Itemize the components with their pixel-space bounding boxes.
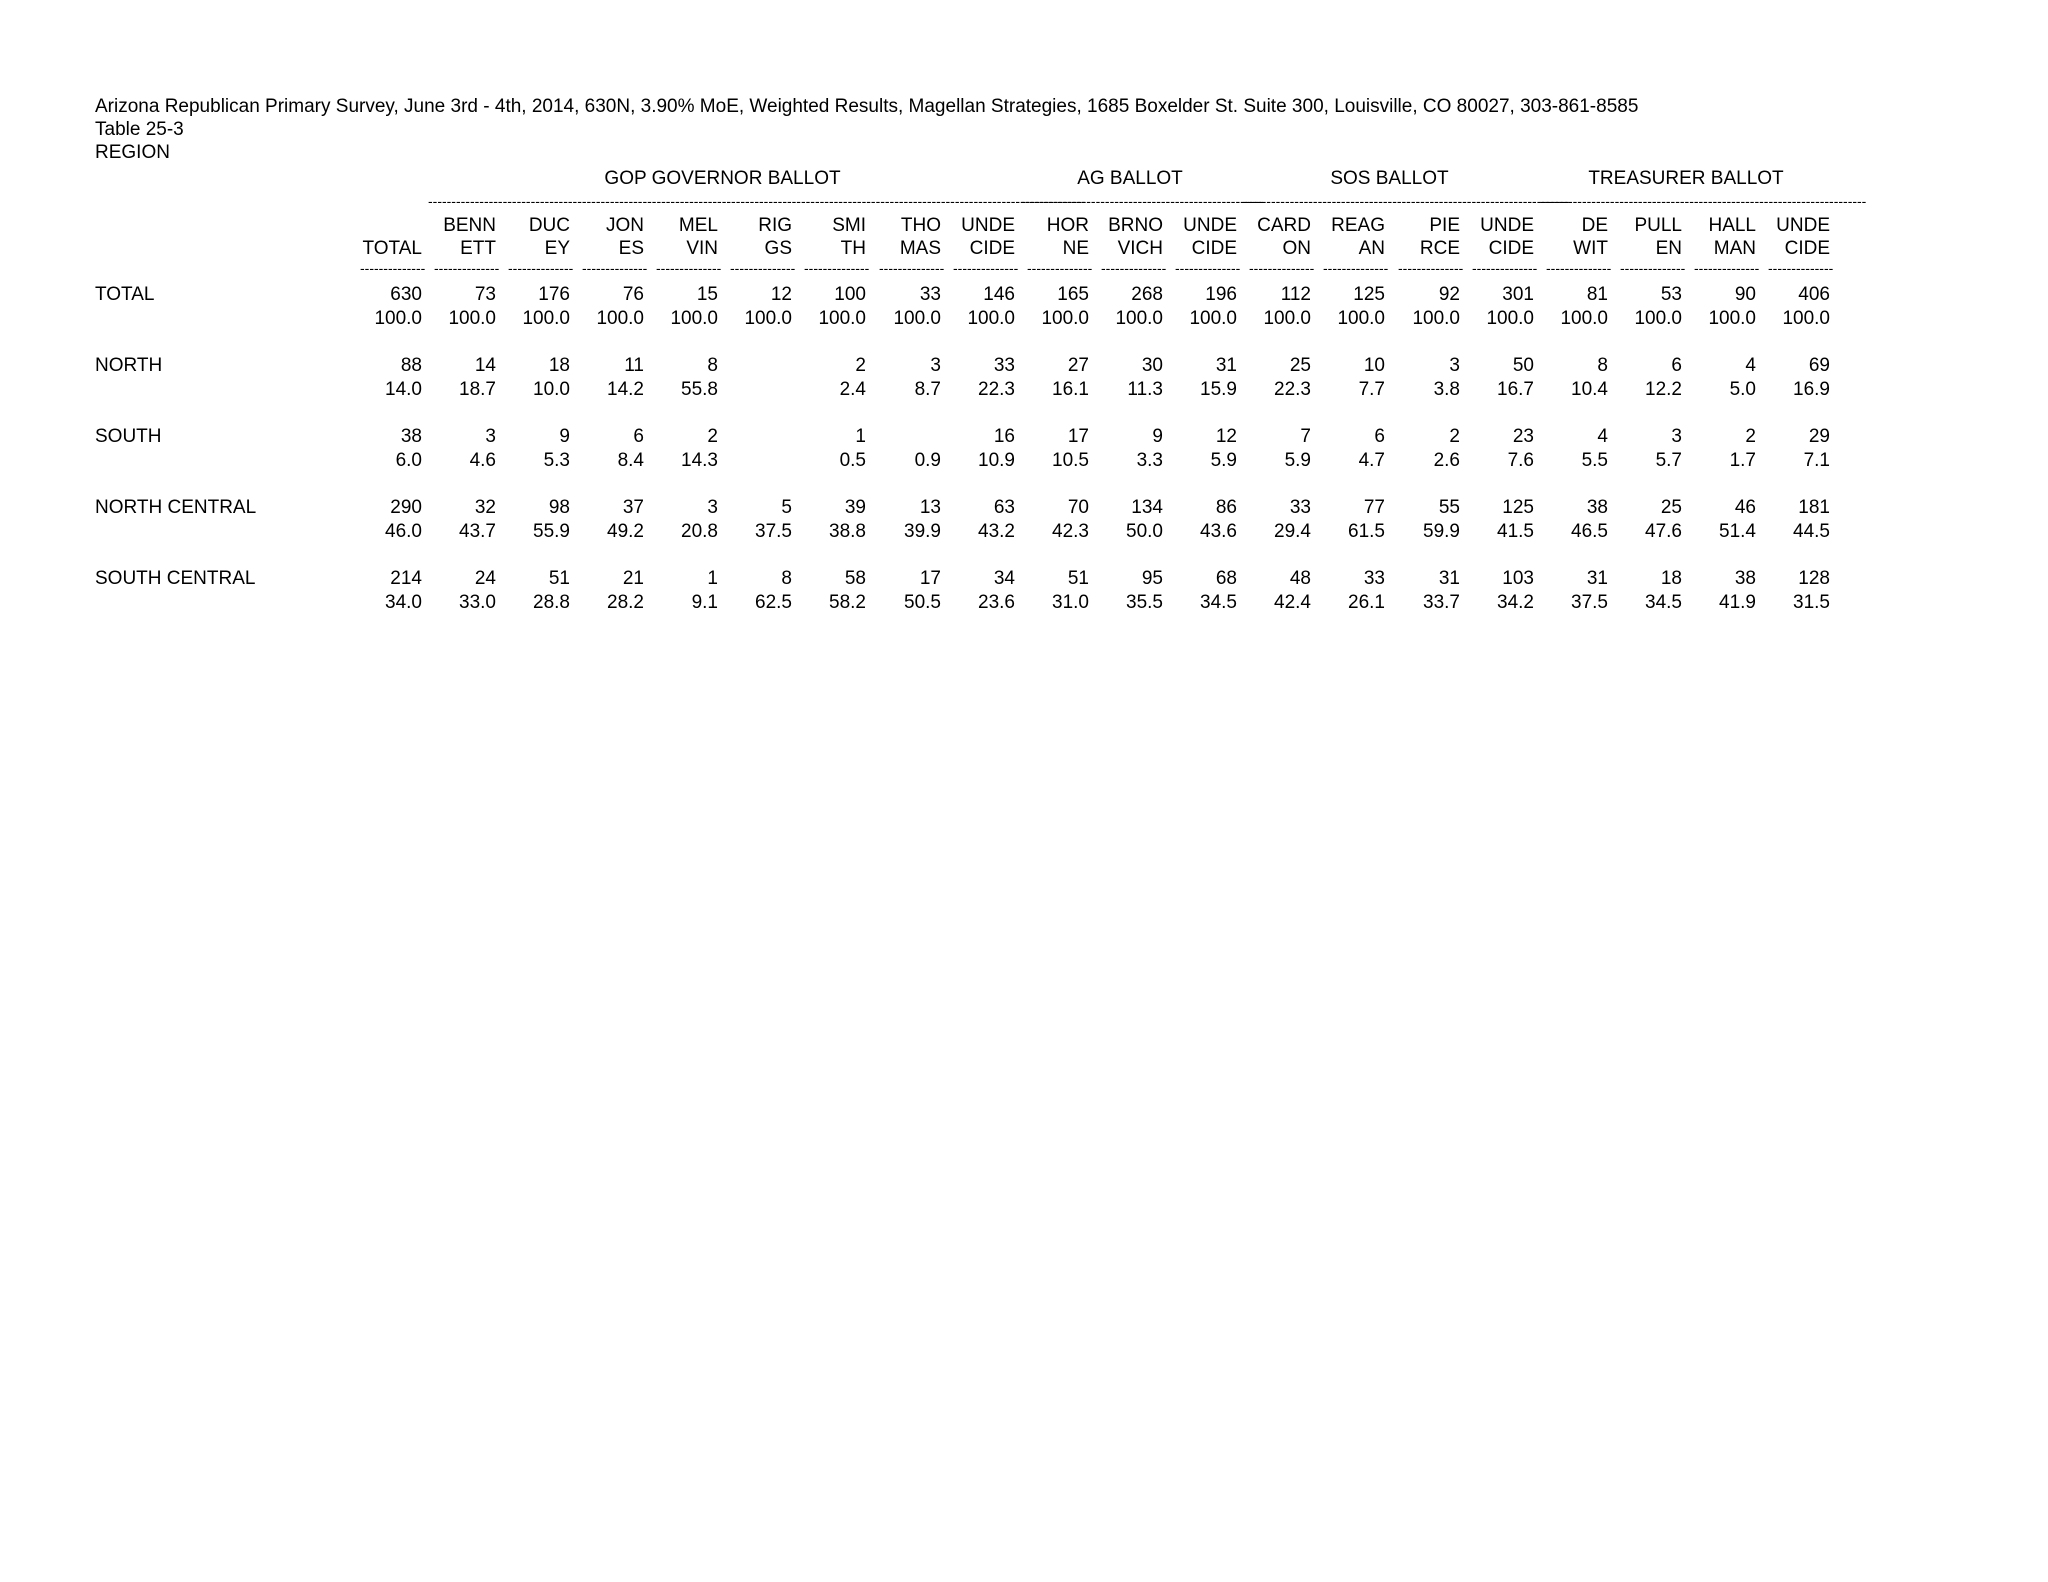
count-cell: 30	[1141, 355, 1163, 376]
column-header-line1: SMI	[832, 215, 866, 236]
count-cell: 58	[844, 568, 866, 589]
column-underline: --------------	[656, 260, 722, 276]
percent-cell: 8.4	[617, 450, 644, 471]
percent-cell: 100.0	[522, 308, 570, 329]
count-cell: 9	[1152, 426, 1163, 447]
percent-cell: 26.1	[1348, 592, 1385, 613]
percent-cell: 100.0	[1708, 308, 1756, 329]
count-cell: 31	[1438, 568, 1460, 589]
percent-cell: 22.3	[978, 379, 1015, 400]
count-cell: 128	[1798, 568, 1830, 589]
count-cell: 2	[1449, 426, 1460, 447]
count-cell: 53	[1660, 284, 1682, 305]
count-cell: 301	[1502, 284, 1534, 305]
column-header-line2: AN	[1358, 238, 1385, 259]
percent-cell: 42.3	[1052, 521, 1089, 542]
column-header-line1: THO	[900, 215, 941, 236]
count-cell: 86	[1215, 497, 1237, 518]
percent-cell: 61.5	[1348, 521, 1385, 542]
percent-cell: 7.1	[1803, 450, 1830, 471]
count-cell: 33	[993, 355, 1015, 376]
percent-cell: 7.7	[1358, 379, 1385, 400]
percent-cell: 39.9	[904, 521, 941, 542]
document-title: Arizona Republican Primary Survey, June 3rd - 4th, 2014, 630N, 3.90% MoE, Weighted Results, Magellan Strategies, 1685 Boxelder St. Suite 300, Louisville, CO 80027, 303-861-8585	[95, 96, 1639, 117]
column-underline: --------------	[508, 260, 574, 276]
percent-cell: 10.4	[1571, 379, 1608, 400]
column-header-line1: HOR	[1046, 215, 1089, 236]
group-underline: ----------------------------------------------------	[1021, 193, 1264, 209]
column-underline: --------------	[582, 260, 648, 276]
row-label: NORTH CENTRAL	[95, 497, 257, 518]
percent-cell: 100.0	[744, 308, 792, 329]
column-underline: --------------	[879, 260, 945, 276]
percent-cell: 10.5	[1052, 450, 1089, 471]
column-underline: --------------	[1768, 260, 1834, 276]
count-cell: 13	[919, 497, 941, 518]
count-cell: 23	[1512, 426, 1534, 447]
group-header: GOP GOVERNOR BALLOT	[604, 168, 841, 189]
column-header-line2: EY	[544, 238, 570, 259]
count-cell: 165	[1057, 284, 1089, 305]
column-underline: --------------	[360, 260, 426, 276]
percent-cell: 20.8	[681, 521, 718, 542]
column-header-line2: ON	[1282, 238, 1311, 259]
column-underline: --------------	[1620, 260, 1686, 276]
column-header-line1: UNDE	[961, 215, 1015, 236]
count-cell: 18	[548, 355, 570, 376]
percent-cell: 5.9	[1210, 450, 1237, 471]
percent-cell: 28.8	[533, 592, 570, 613]
percent-cell: 55.8	[681, 379, 718, 400]
count-cell: 6	[1374, 426, 1385, 447]
count-cell: 51	[548, 568, 570, 589]
percent-cell: 100.0	[1115, 308, 1163, 329]
percent-cell: 22.3	[1274, 379, 1311, 400]
count-cell: 176	[538, 284, 570, 305]
percent-cell: 5.3	[543, 450, 570, 471]
percent-cell: 33.7	[1423, 592, 1460, 613]
percent-cell: 1.7	[1729, 450, 1756, 471]
percent-cell: 100.0	[596, 308, 644, 329]
count-cell: 90	[1734, 284, 1756, 305]
count-cell: 95	[1141, 568, 1163, 589]
count-cell: 50	[1512, 355, 1534, 376]
percent-cell: 55.9	[533, 521, 570, 542]
count-cell: 70	[1067, 497, 1089, 518]
percent-cell: 42.4	[1274, 592, 1311, 613]
count-cell: 8	[1597, 355, 1608, 376]
count-cell: 15	[696, 284, 718, 305]
count-cell: 32	[474, 497, 496, 518]
count-cell: 25	[1289, 355, 1311, 376]
column-underline: --------------	[1027, 260, 1093, 276]
column-header-line1: UNDE	[1480, 215, 1534, 236]
column-underline: --------------	[953, 260, 1019, 276]
count-cell: 55	[1438, 497, 1460, 518]
row-label: TOTAL	[95, 284, 155, 305]
percent-cell: 16.7	[1497, 379, 1534, 400]
count-cell: 134	[1131, 497, 1163, 518]
percent-cell: 100.0	[1041, 308, 1089, 329]
percent-cell: 100.0	[1560, 308, 1608, 329]
count-cell: 8	[707, 355, 718, 376]
group-underline: ----------------------------------------------------------------------	[1540, 193, 1867, 209]
count-cell: 4	[1597, 426, 1608, 447]
group-header: SOS BALLOT	[1330, 168, 1449, 189]
count-cell: 12	[770, 284, 792, 305]
percent-cell: 5.0	[1729, 379, 1756, 400]
percent-cell: 46.5	[1571, 521, 1608, 542]
percent-cell: 59.9	[1423, 521, 1460, 542]
percent-cell: 4.7	[1358, 450, 1385, 471]
percent-cell: 43.7	[459, 521, 496, 542]
percent-cell: 5.5	[1581, 450, 1608, 471]
count-cell: 125	[1502, 497, 1534, 518]
percent-cell: 3.3	[1136, 450, 1163, 471]
percent-cell: 10.0	[533, 379, 570, 400]
count-cell: 24	[474, 568, 496, 589]
percent-cell: 37.5	[1571, 592, 1608, 613]
count-cell: 3	[1449, 355, 1460, 376]
count-cell: 17	[1067, 426, 1089, 447]
percent-cell: 100.0	[1189, 308, 1237, 329]
column-underline: --------------	[730, 260, 796, 276]
count-cell: 3	[930, 355, 941, 376]
percent-cell: 23.6	[978, 592, 1015, 613]
percent-cell: 4.6	[469, 450, 496, 471]
group-underline: ---------------------------------------------------------------------------------------------------------------------------------------------	[428, 193, 1086, 209]
column-header-line2: TOTAL	[362, 238, 422, 259]
count-cell: 18	[1660, 568, 1682, 589]
percent-cell: 100.0	[893, 308, 941, 329]
count-cell: 73	[474, 284, 496, 305]
count-cell: 37	[622, 497, 644, 518]
count-cell: 10	[1363, 355, 1385, 376]
count-cell: 125	[1353, 284, 1385, 305]
percent-cell: 16.9	[1793, 379, 1830, 400]
column-header-line2: EN	[1655, 238, 1682, 259]
column-underline: --------------	[1694, 260, 1760, 276]
column-header-line2: VIN	[686, 238, 718, 259]
percent-cell: 34.5	[1200, 592, 1237, 613]
percent-cell: 62.5	[755, 592, 792, 613]
count-cell: 27	[1067, 355, 1089, 376]
column-header-line2: VICH	[1117, 238, 1163, 259]
count-cell: 406	[1798, 284, 1830, 305]
percent-cell: 50.0	[1126, 521, 1163, 542]
count-cell: 2	[855, 355, 866, 376]
count-cell: 1	[707, 568, 718, 589]
column-underline: --------------	[1546, 260, 1612, 276]
group-header: AG BALLOT	[1077, 168, 1183, 189]
count-cell: 68	[1215, 568, 1237, 589]
count-cell: 21	[622, 568, 644, 589]
percent-cell: 16.1	[1052, 379, 1089, 400]
column-header-line1: PIE	[1429, 215, 1460, 236]
percent-cell: 50.5	[904, 592, 941, 613]
percent-cell: 31.5	[1793, 592, 1830, 613]
column-underline: --------------	[434, 260, 500, 276]
percent-cell: 37.5	[755, 521, 792, 542]
percent-cell: 41.5	[1497, 521, 1534, 542]
count-cell: 81	[1586, 284, 1608, 305]
count-cell: 268	[1131, 284, 1163, 305]
percent-cell: 100.0	[670, 308, 718, 329]
column-header-line2: GS	[764, 238, 792, 259]
percent-cell: 0.5	[839, 450, 866, 471]
count-cell: 38	[400, 426, 422, 447]
percent-cell: 6.0	[395, 450, 422, 471]
column-header-line1: DE	[1581, 215, 1608, 236]
count-cell: 33	[1289, 497, 1311, 518]
count-cell: 5	[781, 497, 792, 518]
percent-cell: 8.7	[914, 379, 941, 400]
column-header-line2: ETT	[460, 238, 496, 259]
count-cell: 88	[400, 355, 422, 376]
percent-cell: 49.2	[607, 521, 644, 542]
count-cell: 290	[390, 497, 422, 518]
percent-cell: 100.0	[1412, 308, 1460, 329]
column-header-line1: HALL	[1708, 215, 1756, 236]
count-cell: 17	[919, 568, 941, 589]
count-cell: 31	[1586, 568, 1608, 589]
count-cell: 33	[919, 284, 941, 305]
count-cell: 31	[1215, 355, 1237, 376]
percent-cell: 28.2	[607, 592, 644, 613]
percent-cell: 2.6	[1433, 450, 1460, 471]
count-cell: 630	[390, 284, 422, 305]
count-cell: 4	[1745, 355, 1756, 376]
count-cell: 29	[1808, 426, 1830, 447]
column-header-line1: JON	[606, 215, 644, 236]
column-underline: --------------	[1249, 260, 1315, 276]
column-underline: --------------	[1323, 260, 1389, 276]
column-header-line2: MAS	[899, 238, 941, 259]
count-cell: 98	[548, 497, 570, 518]
column-header-line1: CARD	[1257, 215, 1311, 236]
column-header-line1: REAG	[1331, 215, 1385, 236]
percent-cell: 2.4	[839, 379, 866, 400]
count-cell: 92	[1438, 284, 1460, 305]
percent-cell: 14.3	[681, 450, 718, 471]
percent-cell: 5.7	[1655, 450, 1682, 471]
count-cell: 46	[1734, 497, 1756, 518]
count-cell: 9	[559, 426, 570, 447]
row-label: SOUTH	[95, 426, 162, 447]
column-header-line2: CIDE	[1488, 238, 1534, 259]
column-header-line1: UNDE	[1776, 215, 1830, 236]
count-cell: 6	[633, 426, 644, 447]
percent-cell: 100.0	[967, 308, 1015, 329]
column-header-line1: DUC	[528, 215, 570, 236]
column-underline: --------------	[1101, 260, 1167, 276]
count-cell: 63	[993, 497, 1015, 518]
percent-cell: 38.8	[829, 521, 866, 542]
percent-cell: 34.2	[1497, 592, 1534, 613]
percent-cell: 14.2	[607, 379, 644, 400]
crosstab-table	[0, 0, 2048, 700]
table-id: Table 25-3	[95, 119, 184, 140]
column-header-line2: WIT	[1573, 238, 1608, 259]
percent-cell: 100.0	[1486, 308, 1534, 329]
count-cell: 38	[1734, 568, 1756, 589]
column-header-line2: TH	[840, 238, 866, 259]
percent-cell: 46.0	[385, 521, 422, 542]
percent-cell: 11.3	[1127, 379, 1163, 400]
percent-cell: 100.0	[1337, 308, 1385, 329]
count-cell: 100	[834, 284, 866, 305]
column-header-line2: MAN	[1713, 238, 1756, 259]
count-cell: 3	[485, 426, 496, 447]
count-cell: 11	[624, 355, 644, 376]
count-cell: 51	[1067, 568, 1089, 589]
percent-cell: 41.9	[1719, 592, 1756, 613]
column-header-line2: CIDE	[1191, 238, 1237, 259]
group-header: TREASURER BALLOT	[1588, 168, 1784, 189]
percent-cell: 15.9	[1200, 379, 1237, 400]
count-cell: 2	[707, 426, 718, 447]
group-underline: ----------------------------------------------------------------------	[1243, 193, 1570, 209]
count-cell: 146	[983, 284, 1015, 305]
percent-cell: 44.5	[1793, 521, 1830, 542]
percent-cell: 14.0	[385, 379, 422, 400]
count-cell: 33	[1363, 568, 1385, 589]
count-cell: 181	[1798, 497, 1830, 518]
banner-variable-label: REGION	[95, 142, 170, 163]
count-cell: 6	[1671, 355, 1682, 376]
percent-cell: 33.0	[459, 592, 496, 613]
column-underline: --------------	[1175, 260, 1241, 276]
count-cell: 77	[1363, 497, 1385, 518]
count-cell: 48	[1289, 568, 1311, 589]
percent-cell: 51.4	[1719, 521, 1756, 542]
percent-cell: 35.5	[1126, 592, 1163, 613]
count-cell: 38	[1586, 497, 1608, 518]
column-header-line1: BRNO	[1108, 215, 1163, 236]
percent-cell: 100.0	[1634, 308, 1682, 329]
percent-cell: 0.9	[914, 450, 941, 471]
count-cell: 7	[1300, 426, 1311, 447]
percent-cell: 43.6	[1200, 521, 1237, 542]
percent-cell: 100.0	[1263, 308, 1311, 329]
column-header-line2: RCE	[1419, 238, 1460, 259]
column-header-line1: PULL	[1634, 215, 1682, 236]
percent-cell: 18.7	[459, 379, 496, 400]
column-header-line1: UNDE	[1183, 215, 1237, 236]
percent-cell: 3.8	[1433, 379, 1460, 400]
percent-cell: 5.9	[1284, 450, 1311, 471]
percent-cell: 100.0	[374, 308, 422, 329]
column-underline: --------------	[804, 260, 870, 276]
count-cell: 196	[1205, 284, 1237, 305]
percent-cell: 34.0	[385, 592, 422, 613]
count-cell: 12	[1215, 426, 1237, 447]
count-cell: 76	[622, 284, 644, 305]
count-cell: 1	[855, 426, 866, 447]
column-header-line2: CIDE	[969, 238, 1015, 259]
count-cell: 3	[1671, 426, 1682, 447]
count-cell: 214	[390, 568, 422, 589]
percent-cell: 100.0	[1782, 308, 1830, 329]
column-underline: --------------	[1398, 260, 1464, 276]
percent-cell: 12.2	[1645, 379, 1682, 400]
count-cell: 69	[1808, 355, 1830, 376]
column-header-line1: MEL	[678, 215, 718, 236]
count-cell: 39	[844, 497, 866, 518]
count-cell: 34	[993, 568, 1015, 589]
percent-cell: 34.5	[1645, 592, 1682, 613]
column-header-line2: CIDE	[1784, 238, 1830, 259]
column-header-line1: BENN	[443, 215, 496, 236]
percent-cell: 9.1	[691, 592, 718, 613]
percent-cell: 7.6	[1507, 450, 1534, 471]
count-cell: 103	[1502, 568, 1534, 589]
percent-cell: 100.0	[818, 308, 866, 329]
percent-cell: 47.6	[1645, 521, 1682, 542]
row-label: SOUTH CENTRAL	[95, 568, 256, 589]
column-underline: --------------	[1472, 260, 1538, 276]
column-header-line2: NE	[1062, 238, 1089, 259]
count-cell: 2	[1745, 426, 1756, 447]
column-header-line2: ES	[618, 238, 644, 259]
count-cell: 3	[707, 497, 718, 518]
count-cell: 14	[474, 355, 496, 376]
percent-cell: 100.0	[448, 308, 496, 329]
count-cell: 8	[781, 568, 792, 589]
percent-cell: 58.2	[829, 592, 866, 613]
percent-cell: 10.9	[978, 450, 1015, 471]
percent-cell: 31.0	[1052, 592, 1089, 613]
row-label: NORTH	[95, 355, 163, 376]
count-cell: 112	[1280, 284, 1311, 305]
percent-cell: 43.2	[978, 521, 1015, 542]
count-cell: 25	[1660, 497, 1682, 518]
percent-cell: 29.4	[1274, 521, 1311, 542]
column-header-line1: RIG	[758, 215, 792, 236]
count-cell: 16	[993, 426, 1015, 447]
